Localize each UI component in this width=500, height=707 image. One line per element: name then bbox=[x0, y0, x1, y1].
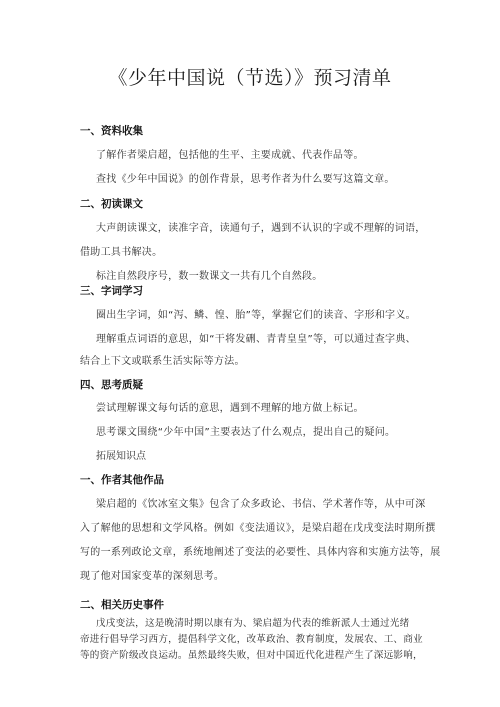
paragraph-line: 写的一系列政论文章，系统地阐述了变法的必要性、具体内容和实施方法等，展 bbox=[80, 547, 441, 558]
paragraph-line: 等的资产阶级改良运动。虽然最终失败，但对中国近代化进程产生了深远影响， bbox=[80, 650, 423, 661]
paragraph-line: 帝进行倡导学习西方，提倡科学文化，改革政治、教育制度，发展农、工、商业 bbox=[80, 634, 423, 645]
page-title: 《少年中国说（节选）》预习清单 bbox=[108, 67, 392, 89]
section-heading-history: 二、相关历史事件 bbox=[80, 599, 164, 611]
section-heading-first-reading: 二、初读课文 bbox=[80, 198, 143, 210]
paragraph-line: 尝试理解课文每句话的意思，遇到不理解的地方做上标记。 bbox=[96, 403, 364, 414]
paragraph-line: 理解重点词语的意思，如“干将发硎、青青皇皇”等，可以通过查字典、 bbox=[96, 334, 416, 345]
paragraph-line: 梁启超的《饮冰室文集》包含了众多政论、书信、学术著作等，从中可深 bbox=[96, 499, 426, 510]
paragraph-line: 借助工具书解决。 bbox=[80, 247, 163, 258]
paragraph-line: 圈出生字词，如“泻、鳞、惶、胎”等，掌握它们的读音、字形和字义。 bbox=[96, 310, 416, 321]
section-heading-materials: 一、资料收集 bbox=[80, 125, 143, 137]
paragraph-line: 标注自然段序号，数一数课文一共有几个自然段。 bbox=[96, 271, 323, 282]
paragraph-line: 思考课文围绕“少年中国”主要表达了什么观点，提出自己的疑问。 bbox=[96, 427, 396, 438]
section-heading-reflection: 四、思考质疑 bbox=[80, 379, 143, 391]
section-heading-vocabulary: 三、字词学习 bbox=[80, 285, 143, 297]
extension-label: 拓展知识点 bbox=[96, 451, 146, 462]
paragraph-line: 查找《少年中国说》的创作背景，思考作者为什么要写这篇文章。 bbox=[96, 174, 395, 185]
section-heading-other-works: 一、作者其他作品 bbox=[80, 474, 164, 486]
paragraph-line: 入了解他的思想和文学风格。例如《变法通议》，是梁启超在戊戌变法时期所撰 bbox=[80, 523, 436, 534]
paragraph-line: 戊戌变法，这是晚清时期以康有为、梁启超为代表的维新派人士通过光绪 bbox=[96, 618, 410, 629]
paragraph-line: 大声朗读课文，读准字音，读通句子，遇到不认识的字或不理解的词语， bbox=[96, 223, 426, 234]
paragraph-line: 现了他对国家变革的深刻思考。 bbox=[80, 571, 225, 582]
paragraph-line: 结合上下文或联系生活实际等方法。 bbox=[80, 356, 245, 367]
paragraph-line: 了解作者梁启超，包括他的生平、主要成就、代表作品等。 bbox=[96, 150, 364, 161]
